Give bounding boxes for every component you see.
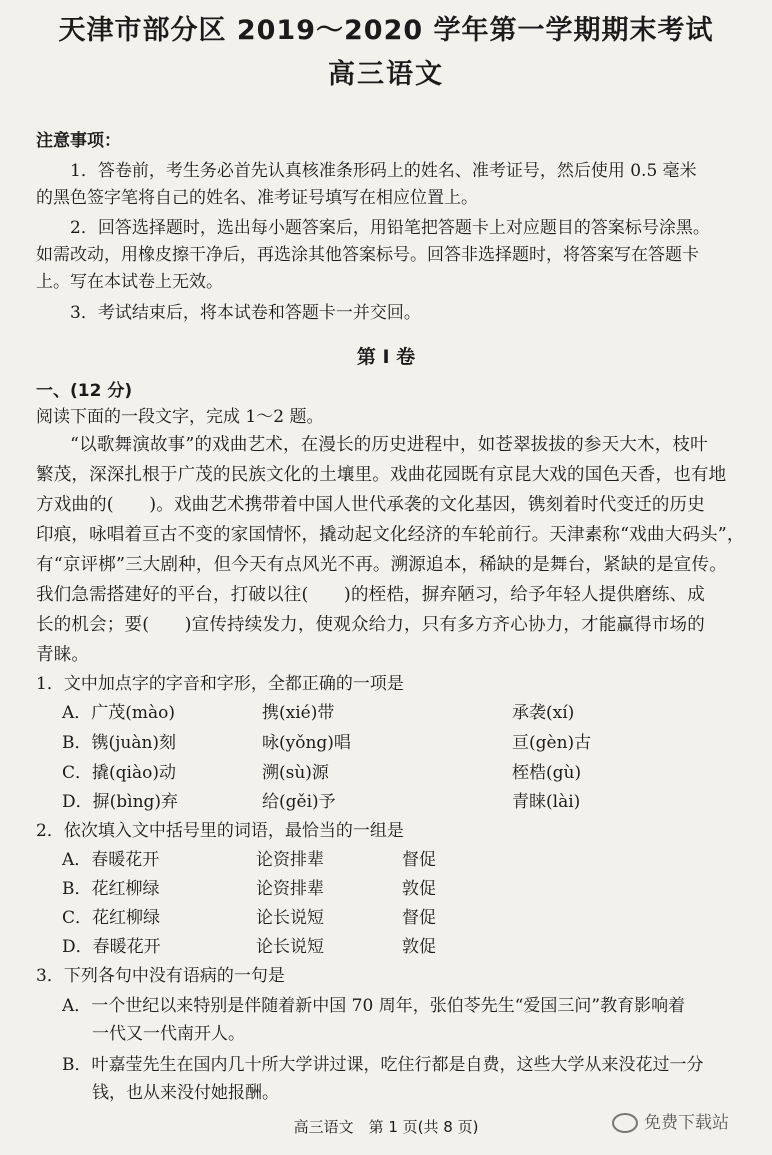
q1-option-c-word2: 溯(sù)源	[262, 763, 329, 783]
q1-option-d-word2: 给(gěi)予	[262, 792, 336, 812]
q3-option-a: A．一个世纪以来特别是伴随着新中国 70 周年，张伯苓先生“爱国三问”教育影响着	[62, 996, 686, 1016]
q1-option-c-word3: 桎梏(gù)	[512, 763, 582, 783]
q2-option-a-word3: 督促	[402, 850, 436, 870]
q1-option-c: C．撬(qiào)动	[62, 763, 176, 783]
watermark	[612, 1108, 729, 1133]
q2-option-a-word2: 论资排辈	[256, 850, 324, 870]
notes-line: 的黑色签字笔将自己的姓名、准考证号填写在相应位置上。	[36, 188, 478, 208]
q1-option-d: D．摒(bìng)弃	[62, 792, 179, 812]
q2-option-a: A．春暖花开	[62, 850, 160, 870]
passage-line: 青睐。	[36, 645, 90, 665]
q1-option-a: A．广茂(mào)	[62, 703, 176, 723]
q3-option-b: B．叶嘉莹先生在国内几十所大学讲过课，吃住行都是自费，这些大学从来没花过一分	[62, 1055, 704, 1075]
notes-heading: 注意事项：	[36, 131, 121, 151]
q2-option-b: B．花红柳绿	[62, 879, 160, 899]
exam-subject: 高三语文	[328, 59, 444, 90]
q2-option-d: D．春暖花开	[62, 937, 161, 957]
page-footer: 高三语文 第 1 页(共 8 页)	[293, 1118, 479, 1136]
q3-stem: 3．下列各句中没有语病的一句是	[36, 966, 285, 986]
q1-option-d-word3: 青睐(lài)	[512, 792, 581, 812]
wechat-icon	[612, 1113, 638, 1133]
part1-heading: 一、(12 分)	[36, 381, 133, 401]
volume-title: 第 I 卷	[356, 346, 416, 368]
passage-line: 繁茂，深深扎根于广茂的民族文化的土壤里。戏曲花园既有京昆大戏的国色天香，也有地	[36, 465, 727, 485]
q2-option-b-word3: 敦促	[402, 879, 436, 899]
passage-line: 我们急需搭建好的平台，打破以往( )的桎梏，摒弃陋习，给予年轻人提供磨练、成	[36, 585, 705, 605]
notes-line: 2．回答选择题时，选出每小题答案后，用铅笔把答题卡上对应题目的答案标号涂黑。	[70, 218, 710, 238]
passage-line: 有“京评梆”三大剧种，但今天有点风光不再。溯源追本，稀缺的是舞台，紧缺的是宣传。	[36, 555, 727, 575]
q2-option-d-word2: 论长说短	[256, 937, 324, 957]
q2-option-b-word2: 论资排辈	[256, 879, 324, 899]
passage-line: 方戏曲的( )。戏曲艺术携带着中国人世代承袭的文化基因，镌刻着时代变迁的历史	[36, 495, 705, 515]
q3-option-a-cont: 一代又一代南开人。	[92, 1024, 245, 1044]
q2-option-c: C．花红柳绿	[62, 908, 161, 928]
notes-line: 上。写在本试卷上无效。	[36, 272, 223, 292]
q2-option-d-word3: 敦促	[402, 937, 436, 957]
passage-line: 印痕，咏唱着亘古不变的家国情怀，撬动起文化经济的车轮前行。天津素称“戏曲大码头”，	[36, 525, 745, 545]
part1-instruction: 阅读下面的一段文字，完成 1～2 题。	[36, 407, 324, 427]
notes-line: 3．考试结束后，将本试卷和答题卡一并交回。	[70, 303, 421, 323]
q3-option-b-cont: 钱，也从来没付她报酬。	[92, 1083, 279, 1103]
q1-option-b-word3: 亘(gèn)古	[512, 733, 592, 753]
passage-line: 长的机会；要( )宣传持续发力，使观众给力，只有多方齐心协力，才能赢得市场的	[36, 615, 705, 635]
q2-stem: 2．依次填入文中括号里的词语，最恰当的一组是	[36, 821, 404, 841]
q1-option-a-word2: 携(xié)带	[262, 703, 335, 723]
passage-line: “以歌舞演故事”的戏曲艺术，在漫长的历史进程中，如苍翠拔拔的参天大木，枝叶	[70, 435, 708, 455]
q1-option-b-word2: 咏(yǒng)唱	[262, 733, 351, 753]
q2-option-c-word3: 督促	[402, 908, 436, 928]
notes-line: 1．答卷前，考生务必首先认真核准条形码上的姓名、准考证号，然后使用 0.5 毫米	[70, 161, 697, 181]
q1-option-b: B．镌(juàn)刻	[62, 733, 177, 753]
q1-stem: 1．文中加点字的字音和字形，全都正确的一项是	[36, 674, 404, 694]
q2-option-c-word2: 论长说短	[256, 908, 324, 928]
exam-title: 天津市部分区 2019～2020 学年第一学期期末考试	[58, 15, 714, 46]
watermark-text: 免费下载站	[644, 1113, 729, 1133]
notes-line: 如需改动，用橡皮擦干净后，再选涂其他答案标号。回答非选择题时，将答案写在答题卡	[36, 245, 699, 265]
q1-option-a-word3: 承袭(xí)	[512, 703, 575, 723]
